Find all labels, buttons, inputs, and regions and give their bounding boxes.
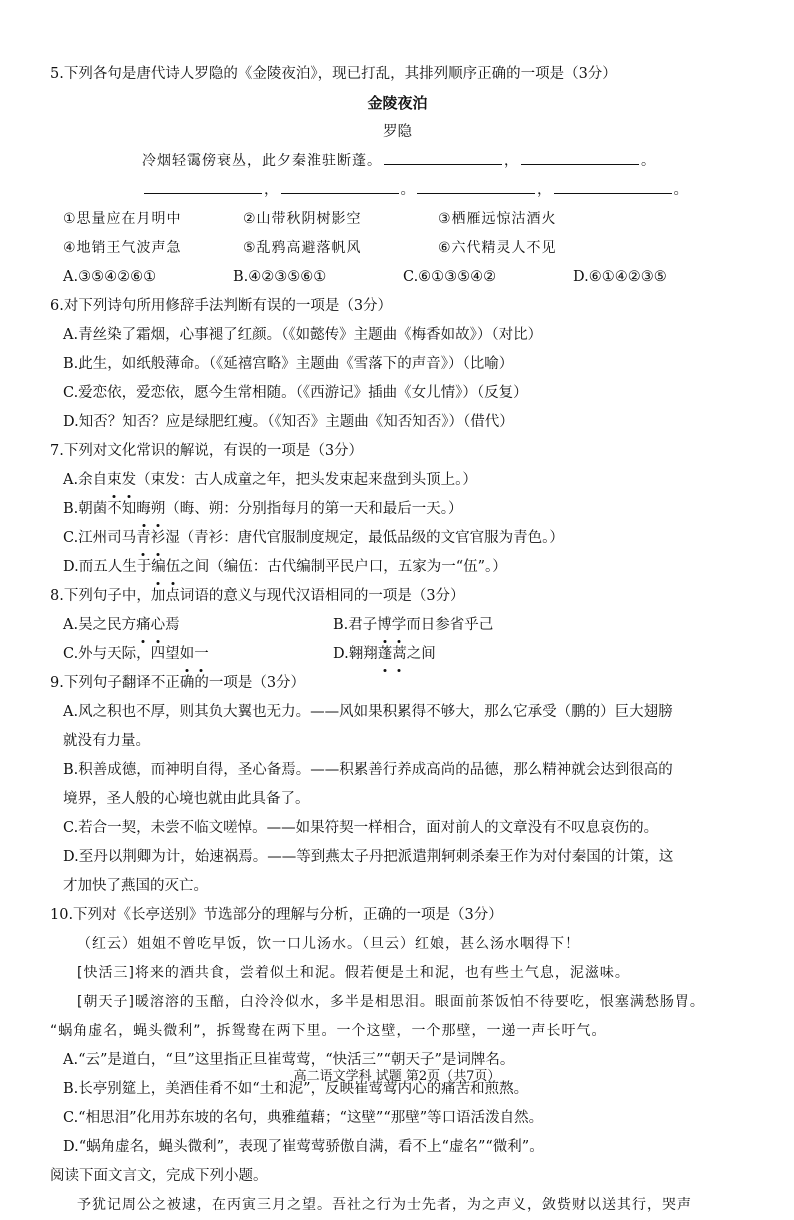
q6-option-c: C.爱恋依，爱恋依，愿今生常相随。（《西游记》插曲《女儿情》）（反复） xyxy=(63,385,528,401)
poem-blank xyxy=(144,179,262,194)
q5-option-b: B.④②③⑤⑥① xyxy=(233,269,327,285)
q10-passage-3-cont: “蜗角虚名，蝇头微利”，拆鸳鸯在两下里。一个这壁，一个那壁，一递一声长吁气。 xyxy=(50,1023,607,1039)
q8-stem: 8.下列句子中，加点词语的意义与现代汉语相同的一项是（3分） xyxy=(50,588,465,604)
q7-d-post: 之间（编伍：古代编制平民户口，五家为一“伍”。） xyxy=(180,559,507,575)
q8-option-d xyxy=(333,640,436,669)
q10-option-c: C.“相思泪”化用苏东坡的名句，典雅蕴藉；“这壁”“那壁”等口语活泼自然。 xyxy=(63,1110,544,1126)
q5-stem: 5.下列各句是唐代诗人罗隐的《金陵夜泊》，现已打乱，其排列顺序正确的一项是（3分） xyxy=(50,66,617,82)
q6-stem: 6.对下列诗句所用修辞手法判断有误的一项是（3分） xyxy=(50,298,393,314)
q8-b-post: 而日参省乎己 xyxy=(406,617,494,633)
poem-blank xyxy=(417,179,535,194)
q10-passage-2: [快活三]将来的酒共食，尝着似土和泥。假若便是土和泥，也有些土气息，泥滋味。 xyxy=(77,965,630,981)
poem-line-1: 冷烟轻霭傍衰丛，此夕秦淮驻断蓬。 ， 。 xyxy=(50,147,745,176)
q5-options xyxy=(50,263,745,292)
q9-option-d-cont: 才加快了燕国的灭亡。 xyxy=(63,878,208,894)
poem-blank xyxy=(554,179,672,194)
q7-stem: 7.下列对文化常识的解说，有误的一项是（3分） xyxy=(50,443,364,459)
page-footer: 高二语文学科 试题 第2页（共7页） xyxy=(293,1069,501,1084)
q10-passage-1: （红云）姐姐不曾吃早饭，饮一口儿汤水。（旦云）红娘，甚么汤水咽得下！ xyxy=(77,936,580,952)
poem-blank xyxy=(384,150,502,165)
poem-author: 罗隐 xyxy=(383,124,412,140)
poem-blank xyxy=(281,179,399,194)
dotted-word: 如一 xyxy=(180,646,209,662)
q6-option-a: A.青丝染了霜烟，心事褪了红颜。（《如懿传》主题曲《梅香如故》）（对比） xyxy=(63,327,543,343)
q9-option-c: C.若合一契，未尝不临文嗟悼。——如果符契一样相合，面对前人的文章没有不叹息哀伤的。 xyxy=(63,820,659,836)
q7-option-c xyxy=(50,524,745,553)
dotted-word: 青衫 xyxy=(136,530,165,546)
q8-options-row-2 xyxy=(50,640,745,669)
q8-c-pre: C.外与天际，四望 xyxy=(63,646,180,662)
q6-option-d: D.知否？知否？应是绿肥红瘦。（《知否》主题曲《知否知否》）（借代） xyxy=(63,414,514,430)
q10-stem: 10.下列对《长亭送别》节选部分的理解与分析，正确的一项是（3分） xyxy=(50,907,503,923)
q10-passage-3: [朝天子]暖溶溶的玉醅，白泠泠似水，多半是相思泪。眼面前茶饭怕不待要吃，恨塞满愁肠胃。 xyxy=(77,994,705,1010)
q6-option-b: B.此生，如纸般薄命。（《延禧宫略》主题曲《雪落下的声音》）（比喻） xyxy=(63,356,514,372)
q10-option-b: B.长亭别筵上，美酒佳肴不如“土和泥”，反映崔莺莺内心的痛苦和煎熬。 xyxy=(63,1081,529,1097)
dotted-word: 晦朔 xyxy=(136,501,165,517)
q10-option-a: A.“云”是道白，“旦”这里指正旦崔莺莺，“快活三”“朝天子”是词牌名。 xyxy=(63,1052,515,1068)
q5-item: ④地销王气波声急 xyxy=(63,240,182,256)
q7-b-pre: B.朝菌不知 xyxy=(63,501,137,517)
reading-passage: 予犹记周公之被逮，在丙寅三月之望。吾社之行为士先者，为之声义，敛赀财以送其行，哭声 xyxy=(77,1197,692,1213)
dotted-word: 束发 xyxy=(107,472,136,488)
poem-title: 金陵夜泊 xyxy=(367,94,428,112)
q7-b-post: （晦、朔：分别指每月的第一天和最后一天。） xyxy=(165,501,463,517)
q10-option-d: D.“蜗角虚名，蝇头微利”，表现了崔莺莺骄傲自满，看不上“虚名”“微利”。 xyxy=(63,1139,544,1155)
q5-option-c: C.⑥①③⑤④② xyxy=(403,269,497,285)
dotted-word: 蓬蒿 xyxy=(378,646,407,662)
poem-line-2: ， 。 ， 。 xyxy=(50,176,745,205)
q9-option-b: B.积善成德，而神明自得，圣心备焉。——积累善行养成高尚的品德，那么精神就会达到很高的 xyxy=(63,762,673,778)
q7-c-pre: C.江州司马 xyxy=(63,530,137,546)
q8-a-post: 焉 xyxy=(165,617,180,633)
q7-option-a xyxy=(50,466,745,495)
q8-d-post: 之间 xyxy=(406,646,436,662)
q9-option-a-cont: 就没有力量。 xyxy=(63,733,150,749)
q7-c-post: 湿（青衫：唐代官服制度规定，最低品级的文官官服为青色。） xyxy=(165,530,564,546)
reading-intro: 阅读下面文言文，完成下列小题。 xyxy=(50,1168,268,1184)
q8-options-row-1 xyxy=(50,611,745,640)
q5-item: ⑥六代精灵人不见 xyxy=(438,240,557,256)
q9-option-a: A.风之积也不厚，则其负大翼也无力。——风如果积累得不够大，那么它承受（鹏的）巨大翅膀 xyxy=(63,704,673,720)
q8-a-pre: A.吴之民方 xyxy=(63,617,137,633)
q9-option-b-cont: 境界，圣人般的心境也就由此具备了。 xyxy=(63,791,310,807)
poem-first-line: 冷烟轻霭傍衰丛，此夕秦淮驻断蓬。 xyxy=(142,153,382,169)
q5-option-a: A.③⑤④②⑥① xyxy=(63,269,157,285)
q7-a-pre: A.余自 xyxy=(63,472,108,488)
q8-b-pre: B.君子 xyxy=(333,617,378,633)
q5-items-row-1 xyxy=(50,205,745,234)
q9-option-d: D.至丹以荆卿为计，始速祸焉。——等到燕太子丹把派遣荆轲刺杀秦王作为对付秦国的计策，这 xyxy=(63,849,674,865)
q5-option-d: D.⑥①④②③⑤ xyxy=(573,269,667,285)
q7-d-pre: D.而五人生于 xyxy=(63,559,152,575)
q5-item: ②山带秋阴树影空 xyxy=(243,211,362,227)
q8-option-a xyxy=(63,611,333,640)
q8-option-c xyxy=(63,640,333,669)
q5-item: ⑤乱鸦高避落帆风 xyxy=(243,240,362,256)
q7-a-post: （束发：古人成童之年，把头发束起来盘到头顶上。） xyxy=(136,472,477,488)
q9-stem: 9.下列句子翻译不正确的一项是（3分） xyxy=(50,675,306,691)
q5-item: ①思量应在月明中 xyxy=(63,211,182,227)
q7-option-b xyxy=(50,495,745,524)
dotted-word: 编伍 xyxy=(151,559,180,575)
exam-page xyxy=(50,60,745,1220)
dotted-word: 博学 xyxy=(377,617,406,633)
q8-option-b xyxy=(333,611,493,640)
q5-item: ③栖雁远惊沽酒火 xyxy=(438,211,557,227)
q7-option-d xyxy=(50,553,745,582)
q8-d-pre: D.翱翔 xyxy=(333,646,378,662)
dotted-word: 痛心 xyxy=(136,617,165,633)
q5-items-row-2 xyxy=(50,234,745,263)
poem-blank xyxy=(521,150,639,165)
